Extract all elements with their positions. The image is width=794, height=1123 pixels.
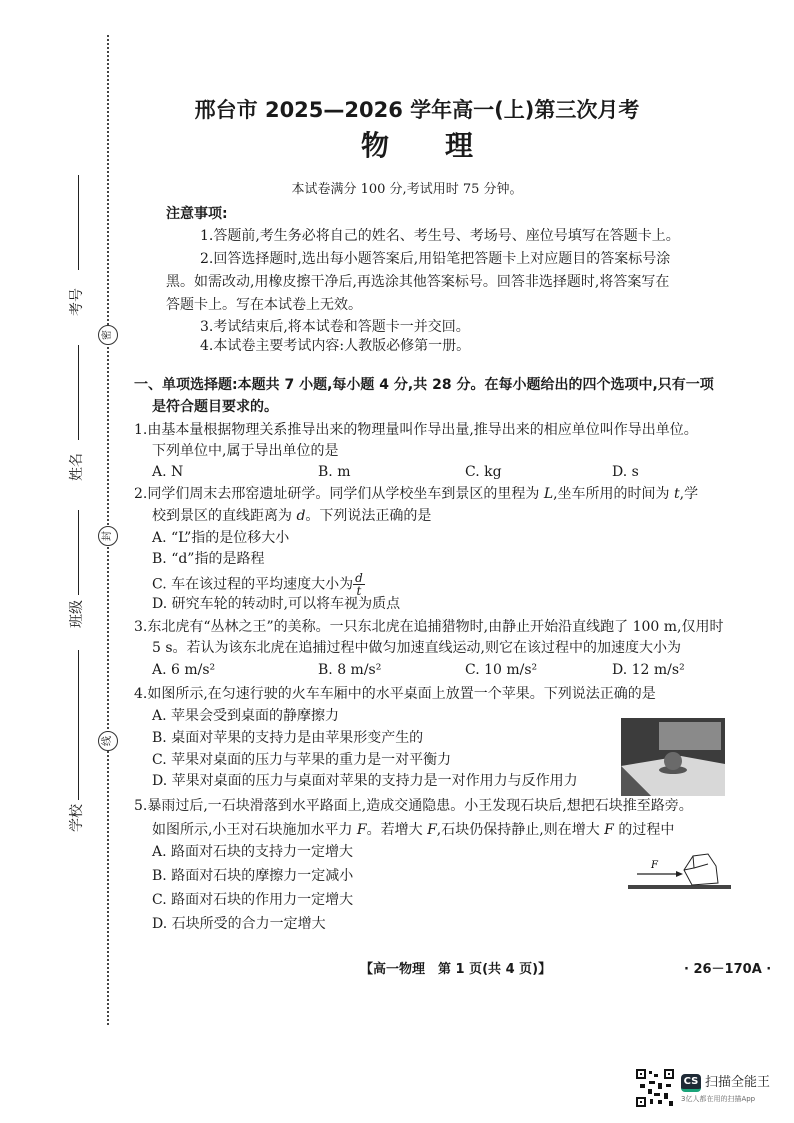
q4-option-b: B. 桌面对苹果的支持力是由苹果形变产生的 xyxy=(152,730,424,746)
note-line: 3.考试结束后,将本试卷和答题卡一并交回。 xyxy=(200,319,470,335)
q5-option-c: C. 路面对石块的作用力一定增大 xyxy=(152,892,354,908)
page-footer: 【高一物理 第 1 页(共 4 页)】 xyxy=(360,962,552,977)
class-label: 班级 xyxy=(69,600,85,628)
q2-option-a: A. “L”指的是位移大小 xyxy=(152,530,290,546)
q1-stem-cont: 下列单位中,属于导出单位的是 xyxy=(152,443,339,459)
q1-option-a: A. N xyxy=(152,464,184,480)
school-label: 学校 xyxy=(69,804,85,832)
school-blank xyxy=(78,650,79,800)
force-label: F xyxy=(651,860,658,871)
q4-stem: 4.如图所示,在匀速行驶的火车车厢中的水平桌面上放置一个苹果。下列说法正确的是 xyxy=(134,686,656,702)
note-line: 4.本试卷主要考试内容:人教版必修第一册。 xyxy=(200,338,471,354)
train-apple-photo xyxy=(621,718,725,796)
q2-option-b: B. “d”指的是路程 xyxy=(152,551,265,567)
q2-stem: 2.同学们周末去邢窑遗址研学。同学们从学校坐车到景区的里程为 L,坐车所用的时间为 t,学 xyxy=(134,486,699,502)
q1-stem: 1.由基本量根据物理关系推导出来的物理量叫作导出量,推导出来的相应单位叫作导出单位。 xyxy=(134,422,698,438)
note-line: 答题卡上。写在本试卷上无效。 xyxy=(166,297,362,313)
stone-force-diagram xyxy=(628,850,738,895)
section-heading: 一、单项选择题:本题共 7 小题,每小题 4 分,共 28 分。在每小题给出的四个选项中,只有一项 xyxy=(134,377,714,393)
name-blank xyxy=(78,345,79,440)
exam-info: 本试卷满分 100 分,考试用时 75 分钟。 xyxy=(291,182,523,197)
q5-option-b: B. 路面对石块的摩擦力一定减小 xyxy=(152,868,354,884)
q2-stem-cont: 校到景区的直线距离为 d。下列说法正确的是 xyxy=(152,508,432,524)
name-label: 姓名 xyxy=(69,453,85,481)
q3-stem-cont: 5 s。若认为该东北虎在追捕过程中做匀加速直线运动,则它在该过程中的加速度大小为 xyxy=(152,640,681,656)
q3-option-d: D. 12 m/s² xyxy=(612,662,685,678)
q4-option-c: C. 苹果对桌面的压力与苹果的重力是一对平衡力 xyxy=(152,752,452,768)
seal-mark-xian: 线 xyxy=(98,731,118,751)
subject-title: 物 理 xyxy=(360,129,473,162)
q4-option-a: A. 苹果会受到桌面的静摩擦力 xyxy=(152,708,340,724)
q4-option-d: D. 苹果对桌面的压力与桌面对苹果的支持力是一对作用力与反作用力 xyxy=(152,773,578,789)
note-line: 2.回答选择题时,选出每小题答案后,用铅笔把答题卡上对应题目的答案标号涂 xyxy=(200,251,671,267)
q1-option-c: C. kg xyxy=(465,464,502,480)
section-heading-cont: 是符合题目要求的。 xyxy=(152,399,278,415)
scanner-name: 扫描全能王 xyxy=(705,1075,771,1090)
q3-stem: 3.东北虎有“丛林之王”的美称。一只东北虎在追捕猎物时,由静止开始沿直线跑了 100 m,仅用时 xyxy=(134,619,724,635)
note-line: 黑。如需改动,用橡皮擦干净后,再选涂其他答案标号。回答非选择题时,将答案写在 xyxy=(166,274,670,290)
scanner-logo: CS xyxy=(681,1074,701,1092)
q3-option-b: B. 8 m/s² xyxy=(318,662,382,678)
exam-number-label: 考号 xyxy=(69,288,85,316)
q5-option-a: A. 路面对石块的支持力一定增大 xyxy=(152,844,354,860)
paper-code: · 26－170A · xyxy=(684,962,772,977)
q3-option-c: C. 10 m/s² xyxy=(465,662,538,678)
qr-code-icon xyxy=(636,1069,674,1107)
scanner-tagline: 3亿人都在用的扫描App xyxy=(681,1095,756,1103)
q3-option-a: A. 6 m/s² xyxy=(152,662,216,678)
q1-option-d: D. s xyxy=(612,464,639,480)
q1-option-b: B. m xyxy=(318,464,351,480)
seal-mark-mi: 密 xyxy=(98,325,118,345)
q5-option-d: D. 石块所受的合力一定增大 xyxy=(152,916,326,932)
q5-stem: 5.暴雨过后,一石块滑落到水平路面上,造成交通隐患。小王发现石块后,想把石块推至路旁。 xyxy=(134,798,693,814)
q2-option-c: C. 车在该过程的平均速度大小为 $\frac{d}{t}$ xyxy=(152,571,363,598)
seal-mark-feng: 封 xyxy=(98,526,118,546)
class-blank xyxy=(78,510,79,595)
q5-stem-cont: 如图所示,小王对石块施加水平力 F。若增大 F,石块仍保持静止,则在增大 F 的过程中 xyxy=(152,822,675,838)
q2-option-d: D. 研究车轮的转动时,可以将车视为质点 xyxy=(152,596,401,612)
exam-title: 邢台市 2025—2026 学年高一(上)第三次月考 xyxy=(194,98,640,122)
note-line: 1.答题前,考生务必将自己的姓名、考生号、考场号、座位号填写在答题卡上。 xyxy=(200,228,680,244)
notes-heading: 注意事项: xyxy=(166,206,228,222)
fraction-d-over-t: $\frac{d}{t}$ xyxy=(355,571,363,598)
